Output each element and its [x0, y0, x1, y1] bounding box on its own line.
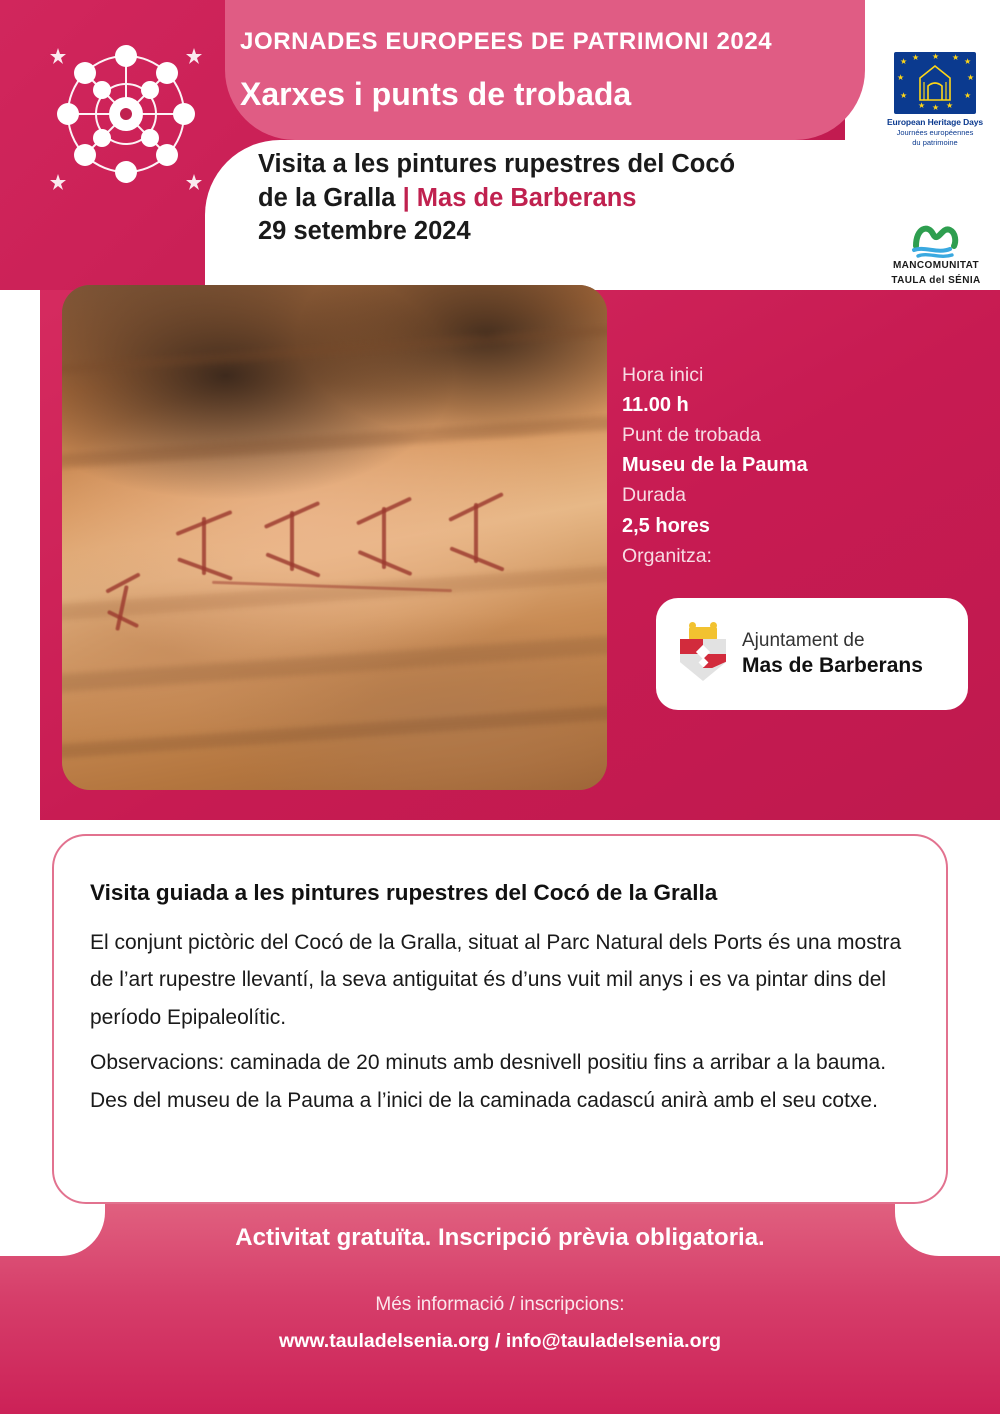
eu-logo-line2: Journées européennes: [896, 128, 974, 137]
eu-flag-icon: ★ ★ ★ ★ ★ ★ ★ ★ ★ ★ ★ ★: [894, 52, 976, 114]
description-paragraph-2: Observacions: caminada de 20 minuts amb desnivell positiu fins a arribar a la bauma. Des del museu de la Pauma a l’inici de la caminada cadascú anirà amb el seu cotxe.: [90, 1051, 887, 1112]
meeting-point-label: Punt de trobada: [622, 424, 761, 447]
event-series-title: JORNADES EUROPEES DE PATRIMONI 2024: [240, 28, 773, 55]
visit-title-line1: Visita a les pintures rupestres del Cocó: [258, 150, 736, 178]
description-paragraph-1: El conjunt pictòric del Cocó de la Gralla, situat al Parc Natural dels Ports és una mostra de l’art rupestre llevantí, la seva antiguitat és d’uns vuit mil anys i es va pintar dins del período Epipaleolític.: [90, 931, 902, 1029]
mancomunitat-logo: [880, 212, 992, 287]
start-time-value: 11.00 h: [622, 394, 689, 417]
footer-more-info-label: Més informació / inscripcions:: [375, 1294, 625, 1315]
info-band-left-margin: [0, 290, 40, 820]
event-theme-title: Xarxes i punts de trobada: [240, 76, 632, 112]
duration-label: Durada: [622, 484, 686, 507]
duration-value: 2,5 hores: [622, 514, 710, 537]
footer-headline: Activitat gratuïta. Inscripció prèvia obligatoria.: [235, 1224, 765, 1251]
description-heading: Visita guiada a les pintures rupestres del Cocó de la Gralla: [90, 880, 718, 905]
start-time-label: Hora inici: [622, 364, 704, 386]
eu-logo-line3: du patrimoine: [912, 138, 958, 147]
network-nodes-icon: [46, 34, 206, 194]
organizer-label: Organitza:: [622, 544, 712, 567]
visit-title-line2: de la Gralla: [258, 183, 403, 212]
meeting-point-value: Museu de la Pauma: [622, 454, 808, 477]
organizer-card: [656, 598, 968, 710]
mas-de-barberans-crest-icon: [680, 627, 726, 681]
header-pink-bar: [225, 0, 865, 140]
organizer-line2: Mas de Barberans: [742, 653, 923, 677]
footer-contact-links[interactable]: www.tauladelsenia.org / info@tauladelsenia.org: [279, 1330, 721, 1352]
description-card: [52, 834, 948, 1204]
event-info-block: [622, 360, 962, 571]
mancomunitat-logo-line2: TAULA del SÉNIA: [891, 274, 981, 286]
visit-title: [258, 148, 858, 249]
header-left-decoration: [0, 0, 225, 290]
organizer-name: [742, 629, 923, 679]
cave-painting-photo: [62, 285, 607, 790]
european-heritage-days-logo: [885, 52, 985, 147]
visit-date: 29 setembre 2024: [258, 217, 471, 246]
visit-title-place: | Mas de Barberans: [402, 183, 637, 212]
mancomunitat-mark-icon: [880, 212, 992, 258]
eu-logo-line1: European Heritage Days: [886, 117, 984, 127]
organizer-line1: Ajuntament de: [742, 630, 865, 651]
monument-arch-icon: [910, 62, 960, 104]
mancomunitat-logo-line1: MANCOMUNITAT: [892, 260, 980, 271]
